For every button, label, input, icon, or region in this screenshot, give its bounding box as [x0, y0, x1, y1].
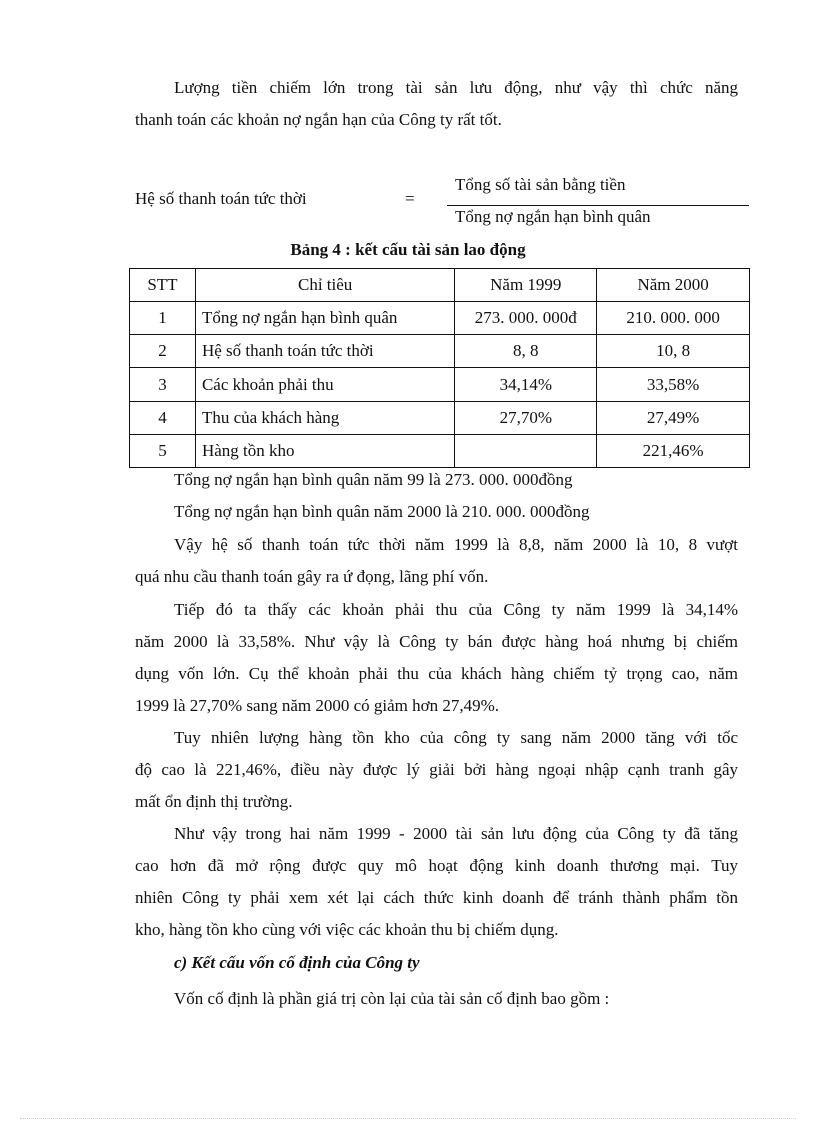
- formula-equals: =: [405, 189, 415, 208]
- body-line: cao hơn đã mở rộng được quy mô hoạt động kinh doanh thương mại. Tuy: [135, 856, 738, 875]
- body-line: Vậy hệ số thanh toán tức thời năm 1999 là 8,8, năm 2000 là 10, 8 vượt: [174, 535, 738, 554]
- cell-1999: 8, 8: [455, 335, 597, 368]
- table-row: [130, 434, 750, 467]
- cell-stt: 4: [130, 401, 196, 434]
- body-line: nhiên Công ty phải xem xét lại cách thức kinh doanh để tránh thành phẩm tồn: [135, 888, 738, 907]
- body-line: Tuy nhiên lượng hàng tồn kho của công ty sang năm 2000 tăng với tốc: [174, 728, 738, 747]
- body-line: năm 2000 là 33,58%. Như vậy là Công ty bán được hàng hoá nhưng bị chiếm: [135, 632, 738, 651]
- cell-1999: 34,14%: [455, 368, 597, 401]
- body-line: dụng vốn lớn. Cụ thể khoản phải thu của khách hàng chiếm tỷ trọng cao, năm: [135, 664, 738, 683]
- table-row: [130, 335, 750, 368]
- table-header-row: [130, 269, 750, 302]
- body-line: mất ổn định thị trường.: [135, 792, 293, 811]
- cell-chi-tieu: Thu của khách hàng: [195, 401, 454, 434]
- cell-stt: 1: [130, 302, 196, 335]
- cell-2000: 210. 000. 000: [597, 302, 750, 335]
- cell-1999: 273. 000. 000đ: [455, 302, 597, 335]
- data-table: [129, 268, 750, 468]
- formula-denominator: Tổng nợ ngắn hạn bình quân: [455, 207, 651, 226]
- cell-2000: 33,58%: [597, 368, 750, 401]
- header-1999: Năm 1999: [455, 269, 597, 302]
- body-line: Tổng nợ ngắn hạn bình quân năm 99 là 273. 000. 000đồng: [174, 470, 573, 489]
- intro-line-1: Lượng tiền chiếm lớn trong tài sản lưu động, như vậy thì chức năng: [174, 78, 738, 97]
- cell-stt: 3: [130, 368, 196, 401]
- cell-stt: 2: [130, 335, 196, 368]
- body-line: Tổng nợ ngắn hạn bình quân năm 2000 là 210. 000. 000đồng: [174, 502, 590, 521]
- header-stt: STT: [130, 269, 196, 302]
- body-line: Như vậy trong hai năm 1999 - 2000 tài sản lưu động của Công ty đã tăng: [174, 824, 738, 843]
- formula-numerator: Tổng số tài sản bằng tiền: [455, 175, 626, 194]
- cell-chi-tieu: Tổng nợ ngắn hạn bình quân: [195, 302, 454, 335]
- page-bottom-divider: [20, 1118, 796, 1119]
- body-line: 1999 là 27,70% sang năm 2000 có giảm hơn 27,49%.: [135, 696, 500, 715]
- intro-line-2: thanh toán các khoản nợ ngắn hạn của Công ty rất tốt.: [135, 110, 502, 129]
- table-row: [130, 302, 750, 335]
- header-chi-tieu: Chỉ tiêu: [195, 269, 454, 302]
- cell-chi-tieu: Hệ số thanh toán tức thời: [195, 335, 454, 368]
- section-subheading: c) Kết cấu vốn cố định của Công ty: [174, 953, 420, 972]
- cell-2000: 27,49%: [597, 401, 750, 434]
- cell-1999: [455, 434, 597, 467]
- body-line: độ cao là 221,46%, điều này được lý giải bởi hàng ngoại nhập cạnh tranh gây: [135, 760, 738, 779]
- header-2000: Năm 2000: [597, 269, 750, 302]
- table-caption: Bảng 4 : kết cấu tài sản lao động: [290, 240, 526, 259]
- formula-label: Hệ số thanh toán tức thời: [135, 189, 307, 208]
- body-line: Tiếp đó ta thấy các khoản phải thu của Công ty năm 1999 là 34,14%: [174, 600, 738, 619]
- table-row: [130, 401, 750, 434]
- cell-1999: 27,70%: [455, 401, 597, 434]
- table-row: [130, 368, 750, 401]
- cell-stt: 5: [130, 434, 196, 467]
- body-line: Vốn cố định là phần giá trị còn lại của tài sản cố định bao gồm :: [174, 989, 610, 1008]
- body-line: quá nhu cầu thanh toán gây ra ứ đọng, lãng phí vốn.: [135, 567, 489, 586]
- cell-2000: 221,46%: [597, 434, 750, 467]
- cell-chi-tieu: Các khoản phải thu: [195, 368, 454, 401]
- cell-chi-tieu: Hàng tồn kho: [195, 434, 454, 467]
- body-line: kho, hàng tồn kho cùng với việc các khoản thu bị chiếm dụng.: [135, 920, 559, 939]
- cell-2000: 10, 8: [597, 335, 750, 368]
